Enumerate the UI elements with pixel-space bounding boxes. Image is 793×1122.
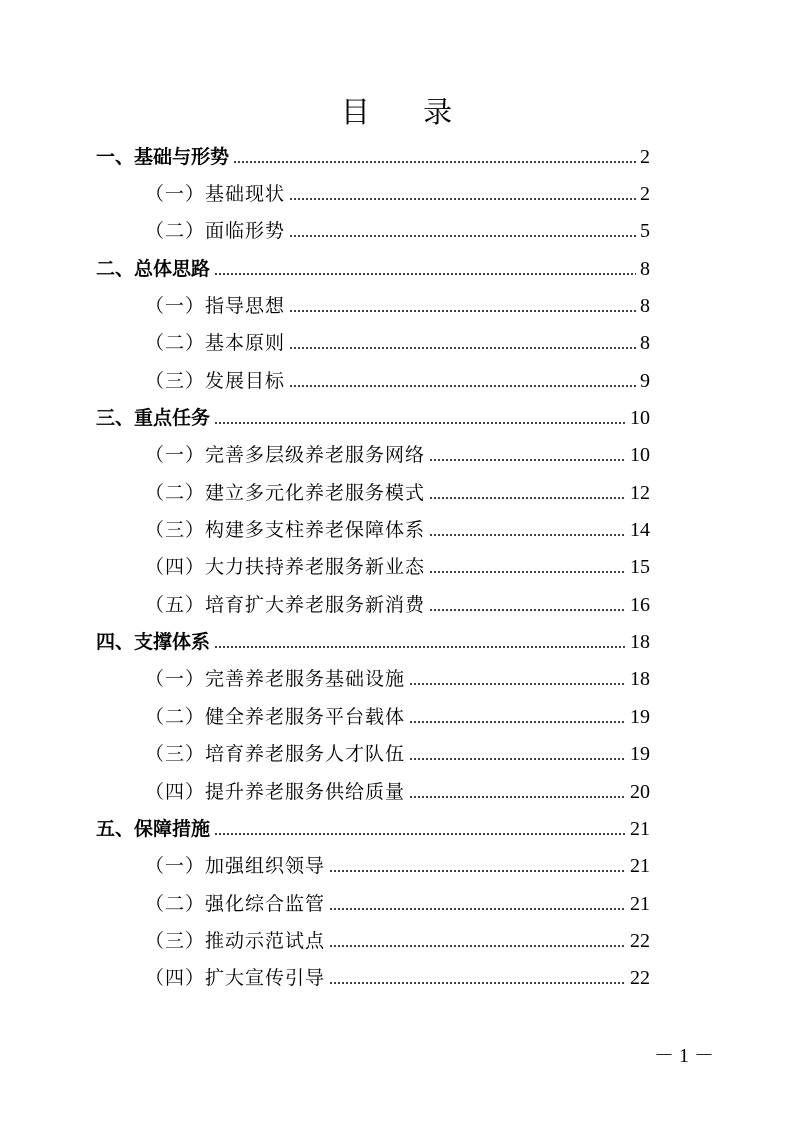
toc-entry-label: （四）扩大宣传引导 [145, 967, 326, 990]
toc-subsection-entry[interactable] [0, 885, 793, 922]
toc-entry-label: （一）基础现状 [145, 183, 286, 206]
dot-leader [409, 796, 626, 798]
toc-entry-label: （一）完善多层级养老服务网络 [145, 444, 426, 467]
toc-page-number: 22 [630, 929, 650, 952]
toc-page-number: 19 [630, 705, 650, 728]
table-of-contents [0, 138, 793, 997]
toc-entry-label: （二）建立多元化养老服务模式 [145, 481, 426, 504]
toc-entry-label: 三、重点任务 [96, 407, 211, 430]
toc-subsection-entry[interactable] [0, 325, 793, 362]
dot-leader [429, 459, 626, 461]
toc-page-number: 10 [630, 444, 650, 467]
toc-subsection-entry[interactable] [0, 586, 793, 623]
toc-entry-label: （三）推动示范试点 [145, 929, 326, 952]
toc-subsection-entry[interactable] [0, 474, 793, 511]
toc-subsection-entry[interactable] [0, 736, 793, 773]
toc-entry-label: （四）提升养老服务供给质量 [145, 780, 406, 803]
dot-leader [409, 683, 626, 685]
toc-subsection-entry[interactable] [0, 960, 793, 997]
toc-entry-label: （三）培育养老服务人才队伍 [145, 743, 406, 766]
toc-page-number: 10 [630, 407, 650, 430]
dot-leader [289, 347, 636, 349]
toc-section-entry[interactable] [0, 810, 793, 847]
toc-page-number: 19 [630, 743, 650, 766]
dot-leader [409, 758, 626, 760]
dot-leader [289, 385, 636, 387]
toc-page-number: 18 [630, 631, 650, 654]
dot-leader [429, 497, 626, 499]
toc-entry-label: （二）基本原则 [145, 332, 286, 355]
toc-page-number: 9 [640, 369, 650, 392]
toc-entry-label: （二）强化综合监管 [145, 892, 326, 915]
toc-page-number: 12 [630, 481, 650, 504]
dot-leader [233, 161, 636, 163]
toc-entry-label: （一）加强组织领导 [145, 855, 326, 878]
toc-page-number: 15 [630, 556, 650, 579]
toc-page-number: 21 [630, 892, 650, 915]
dot-leader [214, 273, 636, 275]
dot-leader [429, 534, 626, 536]
toc-page-number: 14 [630, 519, 650, 542]
toc-subsection-entry[interactable] [0, 773, 793, 810]
dot-leader [214, 422, 626, 424]
toc-entry-label: （二）面临形势 [145, 220, 286, 243]
dot-leader [329, 908, 626, 910]
toc-section-entry[interactable] [0, 250, 793, 287]
toc-page-number: 21 [630, 855, 650, 878]
page-number: － 1 － [654, 1045, 714, 1067]
toc-entry-label: （五）培育扩大养老服务新消费 [145, 593, 426, 616]
toc-page-number: 8 [640, 295, 650, 318]
toc-subsection-entry[interactable] [0, 661, 793, 698]
toc-subsection-entry[interactable] [0, 175, 793, 212]
toc-page-number: 21 [630, 817, 650, 840]
toc-page-number: 5 [640, 220, 650, 243]
dot-leader [409, 721, 626, 723]
toc-entry-label: （一）完善养老服务基础设施 [145, 668, 406, 691]
toc-entry-label: （二）健全养老服务平台载体 [145, 705, 406, 728]
dot-leader [429, 571, 626, 573]
dot-leader [329, 982, 626, 984]
toc-page-number: 2 [640, 145, 650, 168]
toc-subsection-entry[interactable] [0, 922, 793, 959]
toc-entry-label: （四）大力扶持养老服务新业态 [145, 556, 426, 579]
toc-page-number: 18 [630, 668, 650, 691]
dot-leader [329, 870, 626, 872]
toc-page-number: 2 [640, 183, 650, 206]
dot-leader [429, 609, 626, 611]
toc-entry-label: 四、支撑体系 [96, 631, 211, 654]
toc-page-number: 20 [630, 780, 650, 803]
dot-leader [289, 198, 636, 200]
toc-subsection-entry[interactable] [0, 362, 793, 399]
toc-subsection-entry[interactable] [0, 511, 793, 548]
dot-leader [289, 235, 636, 237]
toc-page-number: 8 [640, 332, 650, 355]
toc-subsection-entry[interactable] [0, 848, 793, 885]
toc-subsection-entry[interactable] [0, 287, 793, 324]
toc-subsection-entry[interactable] [0, 698, 793, 735]
toc-page-number: 16 [630, 593, 650, 616]
toc-section-entry[interactable] [0, 138, 793, 175]
dot-leader [214, 646, 626, 648]
toc-entry-label: （一）指导思想 [145, 295, 286, 318]
toc-subsection-entry[interactable] [0, 213, 793, 250]
toc-entry-label: （三）发展目标 [145, 369, 286, 392]
toc-subsection-entry[interactable] [0, 437, 793, 474]
toc-subsection-entry[interactable] [0, 549, 793, 586]
dot-leader [214, 833, 626, 835]
toc-entry-label: （三）构建多支柱养老保障体系 [145, 519, 426, 542]
toc-page-number: 22 [630, 967, 650, 990]
toc-entry-label: 二、总体思路 [96, 257, 211, 280]
toc-section-entry[interactable] [0, 623, 793, 660]
dot-leader [329, 945, 626, 947]
toc-section-entry[interactable] [0, 399, 793, 436]
page-title: 目 录 [340, 95, 475, 129]
toc-entry-label: 五、保障措施 [96, 817, 211, 840]
dot-leader [289, 310, 636, 312]
toc-entry-label: 一、基础与形势 [96, 145, 230, 168]
toc-page-number: 8 [640, 257, 650, 280]
